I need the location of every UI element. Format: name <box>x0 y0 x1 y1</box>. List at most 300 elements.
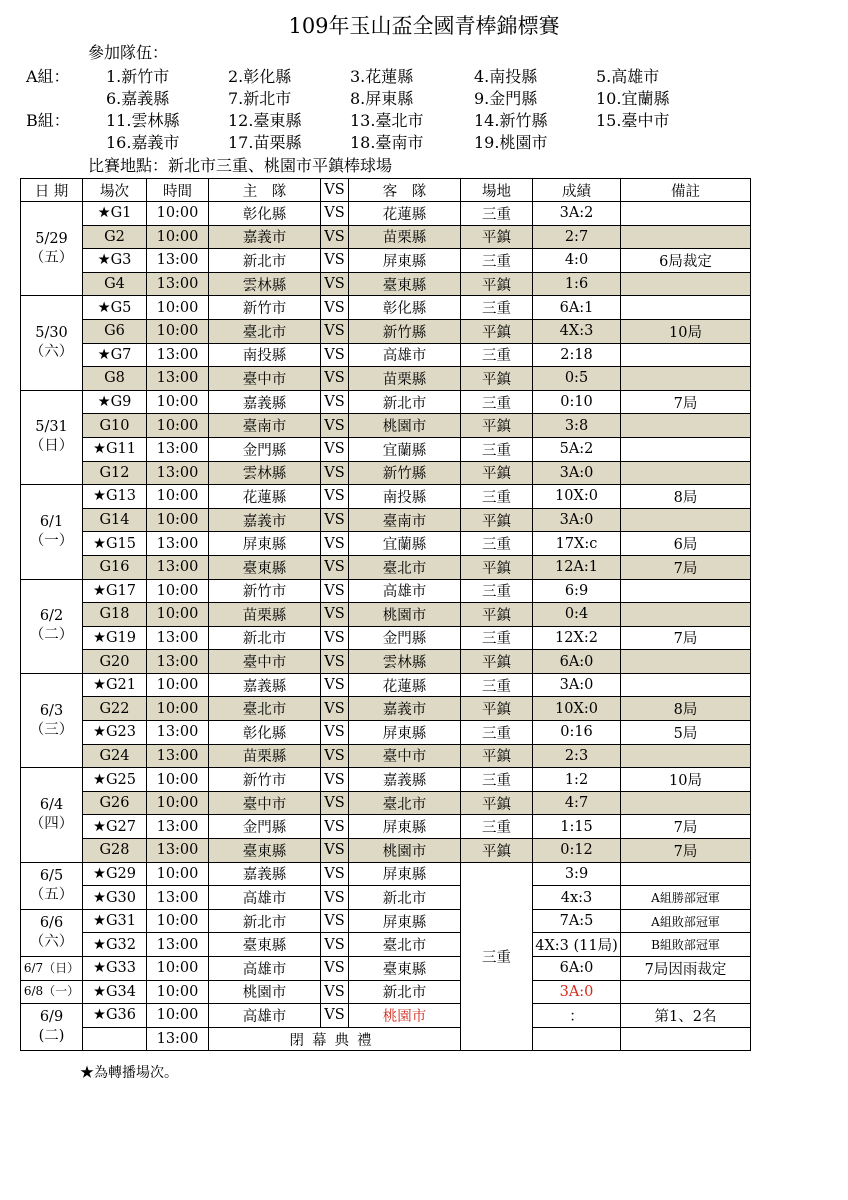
game-cell <box>83 1027 147 1051</box>
time-cell: 10:00 <box>147 768 209 792</box>
vs-cell: VS <box>321 508 349 532</box>
score-cell: 10X:0 <box>533 485 621 509</box>
game-cell: G6 <box>83 319 147 343</box>
score-cell: 6A:0 <box>533 650 621 674</box>
field-cell: 三重 <box>461 343 533 367</box>
game-cell: ★G13 <box>83 485 147 509</box>
home-team-cell: 嘉義縣 <box>209 390 321 414</box>
table-row <box>21 603 751 627</box>
score-cell: 6:9 <box>533 579 621 603</box>
score-cell: ： <box>533 1004 621 1028</box>
venue-line: 比賽地點：新北市三重、桃園市平鎮棒球場 <box>88 156 393 175</box>
field-cell: 平鎮 <box>461 414 533 438</box>
field-cell: 平鎮 <box>461 367 533 391</box>
table-row <box>21 721 751 745</box>
vs-cell: VS <box>321 579 349 603</box>
vs-cell: VS <box>321 603 349 627</box>
date-cell <box>21 485 83 579</box>
date-text: 6/4 <box>39 796 64 813</box>
header-score: 成績 <box>533 179 621 202</box>
time-cell: 10:00 <box>147 414 209 438</box>
game-cell: G8 <box>83 367 147 391</box>
time-cell: 13:00 <box>147 626 209 650</box>
score-cell: 5A:2 <box>533 437 621 461</box>
away-team-cell: 新竹縣 <box>349 461 461 485</box>
date-cell <box>21 296 83 390</box>
game-cell: G4 <box>83 272 147 296</box>
weekday-text: （日） <box>29 438 74 455</box>
home-team-cell: 臺中市 <box>209 367 321 391</box>
table-row <box>21 839 751 863</box>
date-text: 6/1 <box>39 513 64 530</box>
field-cell: 三重 <box>461 673 533 697</box>
game-cell: ★G23 <box>83 721 147 745</box>
date-text: 6/5 <box>39 867 64 884</box>
home-team-cell: 臺東縣 <box>209 555 321 579</box>
note-cell <box>621 508 751 532</box>
table-row <box>21 202 751 226</box>
footnote: ★為轉播場次。 <box>80 1065 178 1081</box>
vs-cell: VS <box>321 249 349 273</box>
score-cell: 17X:c <box>533 532 621 556</box>
game-cell: G20 <box>83 650 147 674</box>
field-cell: 平鎮 <box>461 319 533 343</box>
table-row <box>21 909 751 933</box>
score-cell: 3A:0 <box>533 673 621 697</box>
page-title: 109年玉山盃全國青棒錦標賽 <box>288 14 560 38</box>
note-cell: 7局 <box>621 555 751 579</box>
time-cell: 13:00 <box>147 532 209 556</box>
vs-cell: VS <box>321 980 349 1004</box>
date-cell <box>21 862 83 909</box>
vs-cell: VS <box>321 768 349 792</box>
home-team-cell: 屏東縣 <box>209 532 321 556</box>
vs-cell: VS <box>321 957 349 981</box>
weekday-text: （五） <box>29 886 74 903</box>
table-row <box>21 390 751 414</box>
note-cell <box>621 296 751 320</box>
time-cell: 13:00 <box>147 367 209 391</box>
home-team-cell: 新竹市 <box>209 768 321 792</box>
date-cell <box>21 1004 83 1051</box>
vs-cell: VS <box>321 839 349 863</box>
time-cell: 13:00 <box>147 744 209 768</box>
team-a-3: 3.花蓮縣 <box>350 67 414 86</box>
date-cell <box>21 673 83 767</box>
date-cell <box>21 957 83 981</box>
vs-cell: VS <box>321 437 349 461</box>
note-cell: 7局 <box>621 626 751 650</box>
group-a-label: A組： <box>26 67 70 86</box>
note-cell: 10局 <box>621 768 751 792</box>
note-cell: 5局 <box>621 721 751 745</box>
note-cell: A組敗部冠軍 <box>621 909 751 933</box>
time-cell: 13:00 <box>147 721 209 745</box>
away-team-cell: 高雄市 <box>349 343 461 367</box>
note-cell: B組敗部冠軍 <box>621 933 751 957</box>
field-cell: 三重 <box>461 390 533 414</box>
game-cell: ★G30 <box>83 886 147 910</box>
header-game: 場次 <box>83 179 147 202</box>
vs-cell: VS <box>321 225 349 249</box>
vs-cell: VS <box>321 815 349 839</box>
note-cell <box>621 461 751 485</box>
field-cell: 平鎮 <box>461 555 533 579</box>
score-cell: 3A:0 <box>533 980 621 1004</box>
note-cell: 10局 <box>621 319 751 343</box>
game-cell: ★G7 <box>83 343 147 367</box>
team-a-10: 10.宜蘭縣 <box>596 89 670 108</box>
game-cell: G28 <box>83 839 147 863</box>
away-team-cell: 臺東縣 <box>349 272 461 296</box>
game-cell: ★G5 <box>83 296 147 320</box>
game-cell: ★G34 <box>83 980 147 1004</box>
field-cell: 三重 <box>461 532 533 556</box>
away-team-cell: 臺北市 <box>349 933 461 957</box>
vs-cell: VS <box>321 367 349 391</box>
time-cell: 10:00 <box>147 1004 209 1028</box>
table-row <box>21 815 751 839</box>
team-b-12: 12.臺東縣 <box>228 111 302 130</box>
team-a-9: 9.金門縣 <box>474 89 538 108</box>
home-team-cell: 桃園市 <box>209 980 321 1004</box>
note-cell <box>621 980 751 1004</box>
home-team-cell: 臺東縣 <box>209 933 321 957</box>
table-row <box>21 626 751 650</box>
time-cell: 10:00 <box>147 673 209 697</box>
note-cell: 7局因雨裁定 <box>621 957 751 981</box>
date-text: 5/29 <box>35 230 68 247</box>
score-cell: 0:16 <box>533 721 621 745</box>
header-time: 時間 <box>147 179 209 202</box>
vs-cell: VS <box>321 296 349 320</box>
note-cell: 7局 <box>621 390 751 414</box>
score-cell: 6A:1 <box>533 296 621 320</box>
table-row <box>21 862 751 886</box>
vs-cell: VS <box>321 909 349 933</box>
game-cell: ★G21 <box>83 673 147 697</box>
away-team-cell: 屏東縣 <box>349 909 461 933</box>
score-cell: 7A:5 <box>533 909 621 933</box>
note-cell <box>621 1027 751 1051</box>
table-row <box>21 933 751 957</box>
home-team-cell: 新竹市 <box>209 296 321 320</box>
date-cell <box>21 390 83 484</box>
score-cell: 3A:0 <box>533 508 621 532</box>
weekday-text: (二) <box>38 1028 65 1045</box>
away-team-cell: 屏東縣 <box>349 815 461 839</box>
table-row <box>21 532 751 556</box>
home-team-cell: 金門縣 <box>209 815 321 839</box>
team-a-1: 1.新竹市 <box>106 67 170 86</box>
away-team-cell: 苗栗縣 <box>349 225 461 249</box>
date-text: 6/3 <box>39 702 64 719</box>
field-cell: 平鎮 <box>461 650 533 674</box>
away-team-cell: 屏東縣 <box>349 249 461 273</box>
vs-cell: VS <box>321 886 349 910</box>
score-cell: 10X:0 <box>533 697 621 721</box>
score-cell <box>533 1027 621 1051</box>
vs-cell: VS <box>321 744 349 768</box>
vs-cell: VS <box>321 532 349 556</box>
away-team-cell: 嘉義市 <box>349 697 461 721</box>
game-cell: G18 <box>83 603 147 627</box>
field-cell: 三重 <box>461 249 533 273</box>
team-b-14: 14.新竹縣 <box>474 111 548 130</box>
score-cell: 0:10 <box>533 390 621 414</box>
note-cell: 8局 <box>621 485 751 509</box>
date-text: 5/31 <box>35 419 68 436</box>
team-b-18: 18.臺南市 <box>350 133 424 152</box>
game-cell: ★G25 <box>83 768 147 792</box>
team-b-13: 13.臺北市 <box>350 111 424 130</box>
weekday-text: （六） <box>29 344 74 361</box>
date-cell <box>21 909 83 956</box>
note-cell <box>621 791 751 815</box>
field-cell: 平鎮 <box>461 744 533 768</box>
score-cell: 12A:1 <box>533 555 621 579</box>
time-cell: 10:00 <box>147 980 209 1004</box>
header-home: 主 隊 <box>209 179 321 202</box>
home-team-cell: 新北市 <box>209 626 321 650</box>
score-cell: 3A:2 <box>533 202 621 226</box>
game-cell: ★G27 <box>83 815 147 839</box>
away-team-cell: 桃園市 <box>349 1004 461 1028</box>
game-cell: ★G31 <box>83 909 147 933</box>
note-cell <box>621 673 751 697</box>
weekday-text: （四） <box>29 815 74 832</box>
home-team-cell: 臺東縣 <box>209 839 321 863</box>
home-team-cell: 嘉義市 <box>209 225 321 249</box>
time-cell: 13:00 <box>147 933 209 957</box>
table-row <box>21 367 751 391</box>
note-cell <box>621 579 751 603</box>
date-cell <box>21 579 83 673</box>
game-cell: ★G1 <box>83 202 147 226</box>
table-row <box>21 319 751 343</box>
field-cell: 三重 <box>461 721 533 745</box>
weekday-text: （六） <box>29 933 74 950</box>
score-cell: 4X:3 <box>533 319 621 343</box>
home-team-cell: 金門縣 <box>209 437 321 461</box>
game-cell: ★G19 <box>83 626 147 650</box>
away-team-cell: 臺北市 <box>349 555 461 579</box>
table-row <box>21 272 751 296</box>
note-cell <box>621 744 751 768</box>
time-cell: 10:00 <box>147 225 209 249</box>
vs-cell: VS <box>321 697 349 721</box>
time-cell: 13:00 <box>147 1027 209 1051</box>
time-cell: 10:00 <box>147 603 209 627</box>
table-row <box>21 980 751 1004</box>
header-away: 客 隊 <box>349 179 461 202</box>
away-team-cell: 桃園市 <box>349 603 461 627</box>
game-cell: ★G11 <box>83 437 147 461</box>
note-cell: 7局 <box>621 815 751 839</box>
note-cell: 8局 <box>621 697 751 721</box>
team-b-11: 11.雲林縣 <box>106 111 180 130</box>
score-cell: 1:15 <box>533 815 621 839</box>
field-cell: 三重 <box>461 296 533 320</box>
away-team-cell: 新北市 <box>349 980 461 1004</box>
game-cell: ★G29 <box>83 862 147 886</box>
home-team-cell: 臺中市 <box>209 791 321 815</box>
vs-cell: VS <box>321 555 349 579</box>
field-cell: 三重 <box>461 437 533 461</box>
home-team-cell: 苗栗縣 <box>209 744 321 768</box>
note-cell: 6局 <box>621 532 751 556</box>
game-cell: G12 <box>83 461 147 485</box>
vs-cell: VS <box>321 461 349 485</box>
away-team-cell: 宜蘭縣 <box>349 532 461 556</box>
note-cell: 第1、2名 <box>621 1004 751 1028</box>
away-team-cell: 桃園市 <box>349 414 461 438</box>
field-cell: 三重 <box>461 768 533 792</box>
note-cell <box>621 225 751 249</box>
away-team-cell: 屏東縣 <box>349 721 461 745</box>
game-cell: G24 <box>83 744 147 768</box>
field-cell: 三重 <box>461 626 533 650</box>
field-cell: 三重 <box>461 485 533 509</box>
game-cell: ★G33 <box>83 957 147 981</box>
time-cell: 10:00 <box>147 909 209 933</box>
table-row <box>21 249 751 273</box>
date-cell <box>21 202 83 296</box>
home-team-cell: 彰化縣 <box>209 202 321 226</box>
game-cell: ★G3 <box>83 249 147 273</box>
time-cell: 13:00 <box>147 555 209 579</box>
team-b-15: 15.臺中市 <box>596 111 670 130</box>
table-row <box>21 886 751 910</box>
away-team-cell: 新竹縣 <box>349 319 461 343</box>
score-cell: 2:7 <box>533 225 621 249</box>
vs-cell: VS <box>321 626 349 650</box>
game-cell: G14 <box>83 508 147 532</box>
table-row <box>21 1004 751 1028</box>
time-cell: 10:00 <box>147 791 209 815</box>
game-cell: ★G15 <box>83 532 147 556</box>
vs-cell: VS <box>321 933 349 957</box>
home-team-cell: 高雄市 <box>209 886 321 910</box>
score-cell: 2:3 <box>533 744 621 768</box>
home-team-cell: 臺北市 <box>209 697 321 721</box>
field-cell: 平鎮 <box>461 839 533 863</box>
score-cell: 0:4 <box>533 603 621 627</box>
header-note: 備註 <box>621 179 751 202</box>
table-row <box>21 508 751 532</box>
table-row <box>21 225 751 249</box>
vs-cell: VS <box>321 485 349 509</box>
date-text: 6/6 <box>39 914 64 931</box>
weekday-text: （二） <box>29 627 74 644</box>
away-team-cell: 臺東縣 <box>349 957 461 981</box>
team-b-17: 17.苗栗縣 <box>228 133 302 152</box>
note-cell: 6局裁定 <box>621 249 751 273</box>
home-team-cell: 彰化縣 <box>209 721 321 745</box>
time-cell: 10:00 <box>147 862 209 886</box>
note-cell <box>621 343 751 367</box>
score-cell: 4x:3 <box>533 886 621 910</box>
score-cell: 0:12 <box>533 839 621 863</box>
vs-cell: VS <box>321 721 349 745</box>
table-row <box>21 1027 751 1051</box>
date-cell <box>21 980 83 1004</box>
field-cell: 平鎮 <box>461 697 533 721</box>
vs-cell: VS <box>321 650 349 674</box>
time-cell: 10:00 <box>147 485 209 509</box>
home-team-cell: 雲林縣 <box>209 461 321 485</box>
score-cell: 4:7 <box>533 791 621 815</box>
time-cell: 10:00 <box>147 697 209 721</box>
vs-cell: VS <box>321 343 349 367</box>
game-cell: G16 <box>83 555 147 579</box>
time-cell: 10:00 <box>147 202 209 226</box>
team-b-19: 19.桃園市 <box>474 133 548 152</box>
table-row <box>21 744 751 768</box>
home-team-cell: 高雄市 <box>209 1004 321 1028</box>
home-team-cell: 花蓮縣 <box>209 485 321 509</box>
vs-cell: VS <box>321 791 349 815</box>
time-cell: 10:00 <box>147 957 209 981</box>
table-row <box>21 414 751 438</box>
time-cell: 10:00 <box>147 296 209 320</box>
time-cell: 13:00 <box>147 461 209 485</box>
date-text: 6/2 <box>39 608 64 625</box>
weekday-text: （三） <box>29 721 74 738</box>
table-row <box>21 485 751 509</box>
score-cell: 3A:0 <box>533 461 621 485</box>
table-row <box>21 461 751 485</box>
score-cell: 4:0 <box>533 249 621 273</box>
note-cell <box>621 272 751 296</box>
home-team-cell: 新北市 <box>209 909 321 933</box>
game-cell: G10 <box>83 414 147 438</box>
closing-ceremony-cell: 閉幕典禮 <box>209 1027 461 1051</box>
note-cell <box>621 603 751 627</box>
date-text: 5/30 <box>35 325 68 342</box>
team-a-8: 8.屏東縣 <box>350 89 414 108</box>
team-a-4: 4.南投縣 <box>474 67 538 86</box>
team-a-5: 5.高雄市 <box>596 67 660 86</box>
note-cell <box>621 202 751 226</box>
field-cell: 平鎮 <box>461 272 533 296</box>
date-cell <box>21 768 83 862</box>
team-b-16: 16.嘉義市 <box>106 133 180 152</box>
field-cell: 三重 <box>461 579 533 603</box>
team-a-2: 2.彰化縣 <box>228 67 292 86</box>
weekday-text: （五） <box>29 249 74 266</box>
away-team-cell: 南投縣 <box>349 485 461 509</box>
away-team-cell: 彰化縣 <box>349 296 461 320</box>
table-row <box>21 555 751 579</box>
game-cell: G26 <box>83 791 147 815</box>
home-team-cell: 南投縣 <box>209 343 321 367</box>
time-cell: 13:00 <box>147 815 209 839</box>
time-cell: 13:00 <box>147 437 209 461</box>
table-row <box>21 650 751 674</box>
table-row <box>21 791 751 815</box>
home-team-cell: 嘉義縣 <box>209 673 321 697</box>
home-team-cell: 臺南市 <box>209 414 321 438</box>
time-cell: 13:00 <box>147 650 209 674</box>
game-cell: ★G17 <box>83 579 147 603</box>
field-cell: 平鎮 <box>461 461 533 485</box>
time-cell: 10:00 <box>147 579 209 603</box>
table-row <box>21 343 751 367</box>
game-cell: ★G9 <box>83 390 147 414</box>
table-row <box>21 437 751 461</box>
away-team-cell: 花蓮縣 <box>349 673 461 697</box>
